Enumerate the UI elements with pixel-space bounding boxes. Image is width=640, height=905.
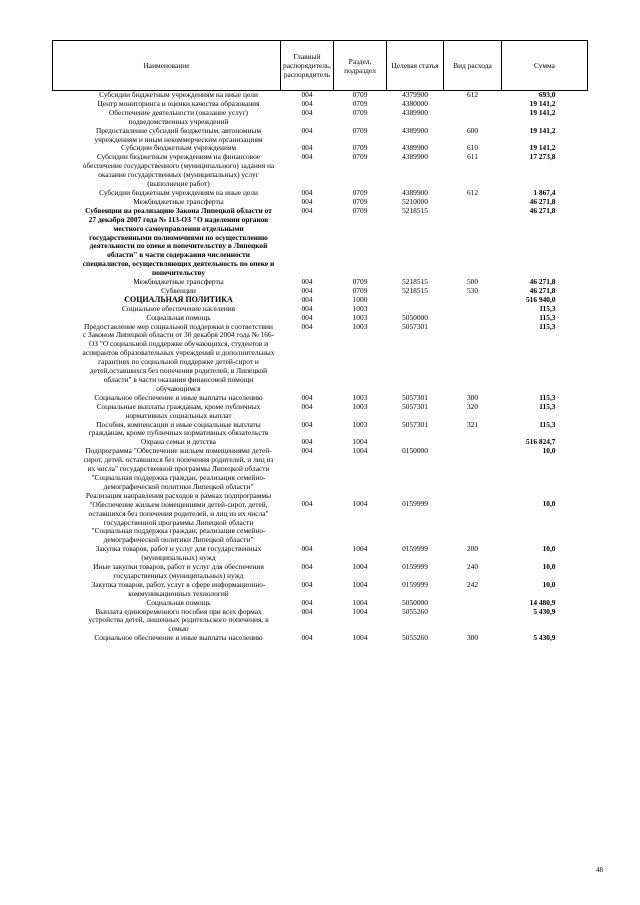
cell-sum: 693,0 bbox=[538, 90, 556, 99]
cell-section: 0709 bbox=[352, 285, 368, 295]
cell-section: 1004 bbox=[352, 446, 368, 456]
cell-section: 0709 bbox=[352, 107, 368, 117]
page-number: 48 bbox=[596, 866, 603, 874]
cell-admin: 004 bbox=[301, 152, 313, 162]
cell-name: Обеспечение деятельности (оказание услуг) подведомственных учреждений bbox=[109, 107, 248, 126]
cell-section: 1004 bbox=[352, 597, 368, 607]
cell-section: 1004 bbox=[352, 544, 368, 554]
cell-admin: 004 bbox=[301, 392, 313, 402]
cell-target: 5057301 bbox=[402, 419, 428, 429]
cell-section: 0709 bbox=[352, 196, 368, 206]
cell-exptype bbox=[444, 323, 502, 394]
cell-exptype bbox=[444, 207, 502, 278]
cell-exptype bbox=[444, 492, 502, 545]
table-row bbox=[53, 109, 588, 127]
cell-sum: 10,0 bbox=[542, 498, 556, 508]
cell-admin: 004 bbox=[301, 205, 313, 215]
table-row bbox=[53, 545, 588, 563]
cell-target: 5218515 bbox=[402, 205, 428, 215]
cell-exptype bbox=[444, 608, 502, 635]
cell-exptype bbox=[444, 599, 502, 608]
cell-exptype: 530 bbox=[466, 285, 479, 295]
cell-admin: 004 bbox=[301, 401, 313, 411]
cell-admin: 004 bbox=[301, 498, 313, 508]
table-body bbox=[53, 91, 588, 644]
cell-admin: 004 bbox=[301, 321, 313, 331]
cell-exptype bbox=[444, 314, 502, 323]
cell-section: 0709 bbox=[352, 143, 368, 153]
cell-name: Субвенции на реализацию Закона Липецкой области от 27 декабря 2007 года № 113-ОЗ "О наделении органов местного самоуправления отдельными государственными полномочиями по осуществлению деятельности по опеке и попечительству в Липецкой области" в части содержания численности специалистов, осуществляющих деятельность по опеке и попечительству bbox=[82, 205, 275, 278]
cell-name: Межбюджетные трансферты bbox=[133, 196, 224, 206]
cell-target: 5210000 bbox=[402, 196, 428, 206]
table-row bbox=[53, 305, 588, 314]
cell-section: 1003 bbox=[352, 303, 368, 313]
header-section: Раздел, подраздел bbox=[334, 41, 387, 91]
cell-section: 0709 bbox=[352, 152, 368, 162]
cell-section: 1004 bbox=[352, 606, 368, 616]
cell-target: 0159999 bbox=[402, 498, 428, 508]
cell-sum: 1 867,4 bbox=[533, 187, 556, 197]
cell-admin: 004 bbox=[301, 633, 313, 643]
cell-name: Субсидии бюджетным учреждениям на иные цели bbox=[99, 90, 258, 99]
cell-admin: 004 bbox=[301, 437, 313, 447]
cell-target: 5057301 bbox=[402, 401, 428, 411]
cell-sum: 10,0 bbox=[542, 446, 556, 456]
cell-name: Социальное обеспечение населения bbox=[121, 303, 236, 313]
cell-section: 1003 bbox=[352, 392, 368, 402]
table-row bbox=[53, 278, 588, 287]
cell-sum: 19 141,2 bbox=[529, 107, 556, 117]
cell-name: Подпрограмма "Обеспечение жильем помещениями детей-сирот, детей, оставшихся без попечения родителей, и лиц из их числа" государственной программы Липецкой области "Социальная поддержка граждан, реализация семейно-демографической политики Липецкой области" bbox=[83, 446, 274, 491]
cell-exptype bbox=[444, 100, 502, 109]
cell-exptype: 612 bbox=[466, 90, 479, 99]
cell-target: 0159999 bbox=[402, 562, 428, 572]
table-header bbox=[53, 41, 588, 91]
cell-name: СОЦИАЛЬНАЯ ПОЛИТИКА bbox=[124, 294, 233, 304]
cell-name: Субсидии бюджетным учреждениям bbox=[120, 143, 236, 153]
table-row bbox=[53, 634, 588, 643]
cell-target: 5218515 bbox=[402, 277, 428, 287]
cell-admin: 004 bbox=[301, 107, 313, 117]
cell-target: 0159999 bbox=[402, 579, 428, 589]
cell-name: Центр мониторинга и оценки качества образования bbox=[97, 98, 260, 108]
cell-section: 0709 bbox=[352, 90, 368, 99]
cell-section: 1004 bbox=[352, 437, 368, 447]
cell-sum: 10,0 bbox=[542, 562, 556, 572]
cell-exptype bbox=[444, 305, 502, 314]
cell-admin: 004 bbox=[301, 446, 313, 456]
cell-admin: 004 bbox=[301, 196, 313, 206]
cell-sum: 115,3 bbox=[539, 392, 556, 402]
cell-section: 1003 bbox=[352, 321, 368, 331]
cell-target: 5057301 bbox=[402, 321, 428, 331]
cell-name: Охрана семьи и детства bbox=[141, 437, 216, 447]
cell-sum: 5 430,9 bbox=[533, 606, 556, 616]
cell-sum: 10,0 bbox=[542, 579, 556, 589]
table-row bbox=[53, 492, 588, 545]
table-row bbox=[53, 608, 588, 635]
cell-target: 4379900 bbox=[402, 90, 428, 99]
header-sum: Сумма bbox=[502, 41, 588, 91]
cell-sum: 10,0 bbox=[542, 544, 556, 554]
cell-section: 1003 bbox=[352, 401, 368, 411]
cell-exptype: 600 bbox=[466, 125, 479, 135]
cell-admin: 004 bbox=[301, 544, 313, 554]
cell-exptype: 500 bbox=[466, 277, 479, 287]
cell-exptype bbox=[444, 296, 502, 305]
cell-sum: 46 271,8 bbox=[529, 196, 556, 206]
cell-exptype: 242 bbox=[466, 579, 479, 589]
cell-admin: 004 bbox=[301, 597, 313, 607]
cell-exptype: 300 bbox=[466, 392, 479, 402]
cell-name: Социальные выплаты гражданам, кроме публичных нормативных социальных выплат bbox=[96, 401, 261, 420]
cell-target: 5057301 bbox=[402, 392, 428, 402]
cell-target: 4389900 bbox=[402, 152, 428, 162]
cell-sum: 46 271,8 bbox=[529, 285, 556, 295]
cell-exptype bbox=[444, 109, 502, 127]
cell-sum: 17 273,8 bbox=[529, 152, 556, 162]
cell-section: 1004 bbox=[352, 579, 368, 589]
cell-admin: 004 bbox=[301, 562, 313, 572]
cell-admin: 004 bbox=[301, 303, 313, 313]
table-row bbox=[53, 323, 588, 394]
cell-name: Социальная помощь bbox=[146, 597, 211, 607]
cell-admin: 004 bbox=[301, 606, 313, 616]
cell-sum: 19 141,2 bbox=[529, 125, 556, 135]
cell-admin: 004 bbox=[301, 285, 313, 295]
cell-exptype: 200 bbox=[466, 544, 479, 554]
cell-name: Социальное обеспечение и иные выплаты населению bbox=[94, 633, 263, 643]
cell-exptype: 611 bbox=[467, 152, 478, 162]
cell-exptype bbox=[444, 447, 502, 492]
table-row bbox=[53, 447, 588, 492]
cell-name: Пособия, компенсации и иные социальные выплаты гражданам, кроме публичных нормативных обязательств bbox=[88, 419, 269, 438]
cell-sum: 14 480,9 bbox=[529, 597, 556, 607]
cell-name: Социальное обеспечение и иные выплаты населению bbox=[94, 392, 263, 402]
cell-name: Субвенции bbox=[161, 285, 196, 295]
cell-admin: 004 bbox=[301, 90, 313, 99]
cell-name: Выплата единовременного пособия при всех формах устройства детей, лишенных родительского попечения, в семью bbox=[88, 606, 269, 634]
cell-sum: 46 271,8 bbox=[529, 205, 556, 215]
cell-sum: 516 824,7 bbox=[525, 437, 556, 447]
cell-sum: 19 141,2 bbox=[529, 143, 556, 153]
cell-target: 4389900 bbox=[402, 125, 428, 135]
header-name: Наименование bbox=[53, 41, 281, 91]
table-row bbox=[53, 207, 588, 278]
cell-exptype: 610 bbox=[466, 143, 479, 153]
table-row bbox=[53, 127, 588, 145]
cell-name: Реализация направления расходов в рамках подпрограммы "Обеспечение жильем помещениями детей-сирот, детей, оставшихся без попечения родителей, и лиц из их числа" государственной программы Липецкой области "Социальная поддержка граждан, реализация семейно-демографической политики Липецкой области" bbox=[85, 490, 272, 545]
cell-name: Субсидии бюджетным учреждениям на финансовое обеспечение государственного (муниципального) задания на оказание государственных (муниципальных) услуг (выполнение работ) bbox=[82, 152, 275, 189]
cell-exptype: 300 bbox=[466, 633, 479, 643]
cell-target: 4389900 bbox=[402, 187, 428, 197]
cell-target: 0159999 bbox=[402, 544, 428, 554]
cell-section: 1004 bbox=[352, 633, 368, 643]
cell-exptype bbox=[444, 198, 502, 207]
cell-admin: 004 bbox=[301, 312, 313, 322]
table-row bbox=[53, 403, 588, 421]
cell-exptype: 320 bbox=[466, 401, 479, 411]
cell-admin: 004 bbox=[301, 419, 313, 429]
cell-target: 5050000 bbox=[402, 312, 428, 322]
cell-admin: 004 bbox=[301, 294, 313, 304]
cell-name: Предоставление мер социальной поддержки в соответствии с Законом Липецкой области от 30 декабря 2004 года № 166-ОЗ "О социальной поддержке обучающихся, студентов и аспирантов образовательных учреждений и дополнительных гарантиях по социальной поддержке детей-сирот и детей,оставшихся без попечения родителей, в Липецкой области" в части оказания финансовой помощи обучающимся bbox=[82, 321, 275, 393]
cell-sum: 115,3 bbox=[539, 312, 556, 322]
cell-section: 0709 bbox=[352, 98, 368, 108]
cell-target: 4380000 bbox=[402, 98, 428, 108]
cell-sum: 115,3 bbox=[539, 419, 556, 429]
cell-section: 0709 bbox=[352, 187, 368, 197]
cell-name: Закупка товаров, работ и услуг для государственных (муниципальных) нужд bbox=[95, 544, 262, 563]
cell-admin: 004 bbox=[301, 277, 313, 287]
cell-section: 1003 bbox=[352, 419, 368, 429]
cell-exptype: 612 bbox=[466, 187, 479, 197]
cell-sum: 19 141,2 bbox=[529, 98, 556, 108]
header-exptype: Вид расхода bbox=[444, 41, 502, 91]
cell-name: Социальная помощь bbox=[146, 312, 211, 322]
cell-sum: 115,3 bbox=[539, 401, 556, 411]
cell-exptype: 240 bbox=[466, 562, 479, 572]
cell-section: 0709 bbox=[352, 277, 368, 287]
cell-name: Предоставление субсидий бюджетным, автономным учреждениям и иным некоммерческим организациям bbox=[94, 125, 263, 144]
cell-target: 5055260 bbox=[402, 606, 428, 616]
budget-table bbox=[52, 40, 588, 643]
cell-section: 0709 bbox=[352, 125, 368, 135]
header-target: Целевая статья bbox=[387, 41, 444, 91]
table-row bbox=[53, 153, 588, 189]
cell-sum: 5 430,9 bbox=[533, 633, 556, 643]
cell-sum: 46 271,8 bbox=[529, 277, 556, 287]
document-page bbox=[52, 40, 587, 643]
cell-admin: 004 bbox=[301, 125, 313, 135]
cell-target: 4389900 bbox=[402, 107, 428, 117]
cell-sum: 516 940,0 bbox=[525, 294, 556, 304]
cell-target: 5055260 bbox=[402, 633, 428, 643]
cell-exptype: 321 bbox=[466, 419, 479, 429]
cell-admin: 004 bbox=[301, 579, 313, 589]
table-row bbox=[53, 563, 588, 581]
cell-target: 5050000 bbox=[402, 597, 428, 607]
cell-sum: 115,3 bbox=[539, 321, 556, 331]
table-row bbox=[53, 581, 588, 599]
table-row bbox=[53, 421, 588, 439]
cell-section: 1004 bbox=[352, 562, 368, 572]
cell-section: 1003 bbox=[352, 312, 368, 322]
header-admin: Главный распорядитель, распорядитель bbox=[281, 41, 334, 91]
cell-admin: 004 bbox=[301, 143, 313, 153]
cell-name: Субсидии бюджетным учреждениям на иные цели bbox=[99, 187, 258, 197]
cell-name: Межбюджетные трансферты bbox=[133, 277, 224, 287]
cell-name: Иные закупки товаров, работ и услуг для обеспечения государственных (муниципальных) нужд bbox=[93, 562, 264, 580]
cell-sum: 115,3 bbox=[539, 303, 556, 313]
cell-name: Закупка товаров, работ, услуг в сфере информационно-коммуникационных технологий bbox=[91, 579, 266, 598]
cell-target: 0150000 bbox=[402, 446, 428, 456]
cell-target: 5218515 bbox=[402, 285, 428, 295]
cell-target: 4389900 bbox=[402, 143, 428, 153]
cell-section: 1004 bbox=[352, 498, 368, 508]
cell-admin: 004 bbox=[301, 187, 313, 197]
cell-admin: 004 bbox=[301, 98, 313, 108]
cell-section: 1000 bbox=[352, 294, 368, 304]
cell-exptype bbox=[444, 438, 502, 447]
cell-section: 0709 bbox=[352, 205, 368, 215]
cell-target bbox=[387, 296, 444, 305]
